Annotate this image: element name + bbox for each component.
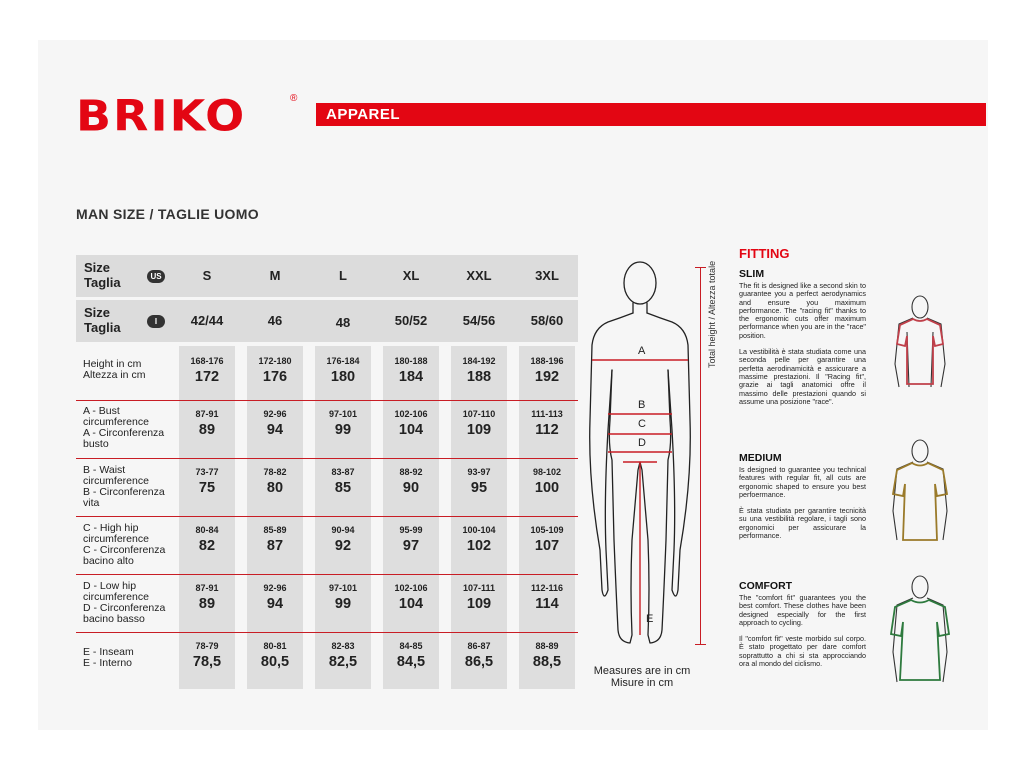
fit-medium-title: MEDIUM: [739, 452, 782, 464]
cell-value: 104: [398, 422, 424, 438]
briko-logo: BRIKO: [76, 91, 247, 141]
row-label: Height in cm Altezza in cm: [83, 358, 146, 381]
table-cell: [247, 583, 303, 613]
cell-range: 93-97: [467, 467, 491, 477]
label-a: A: [638, 345, 646, 357]
cell-range: 80-81: [263, 641, 287, 651]
table-cell: [519, 467, 575, 497]
label-d: D: [638, 437, 646, 449]
cell-value: 80,5: [260, 654, 290, 670]
total-height-cap-top: [695, 267, 706, 268]
fit-medium-text: Is designed to guarantee you technical features with regular fit, all cuts are ergonomic shaped to ensure you best perfoermance. È stata studiata per garantire tecnicità su una vestibilità regolare, i tagli sono ergonomici per assicurare la performance.: [739, 465, 866, 541]
cell-value: 99: [334, 596, 352, 612]
table-cell: [315, 583, 371, 613]
table-cell: [451, 583, 507, 613]
cell-value: 89: [198, 422, 216, 438]
cell-range: 78-79: [195, 641, 219, 651]
cell-value: 82: [198, 538, 216, 554]
cell-value: 104: [398, 596, 424, 612]
row-label: A - Bust circumference A - Circonferenza busto: [83, 405, 165, 450]
cell-value: 85: [334, 480, 352, 496]
comfort-shirt-icon: [885, 572, 955, 687]
column-3xl: [519, 346, 575, 689]
cell-range: 97-101: [328, 409, 358, 419]
label-b: B: [638, 399, 646, 411]
cell-range: 73-77: [195, 467, 219, 477]
cell-value: 184: [398, 369, 424, 385]
cell-value: 94: [266, 596, 284, 612]
table-cell: [179, 583, 235, 613]
cell-value: 84,5: [396, 654, 426, 670]
cell-value: 92: [334, 538, 352, 554]
table-cell: [179, 409, 235, 439]
row-divider: [76, 400, 578, 401]
cell-range: 107-111: [462, 583, 496, 593]
cell-range: 87-91: [195, 409, 219, 419]
cell-value: 86,5: [464, 654, 494, 670]
cell-range: 98-102: [532, 467, 562, 477]
row-label: E - Inseam E - Interno: [83, 646, 134, 669]
table-cell: [247, 356, 303, 386]
cell-range: 180-188: [394, 356, 428, 366]
size-xl: XL: [402, 268, 420, 283]
size-it-label: Size Taglia: [84, 305, 121, 335]
label-c: C: [638, 418, 646, 430]
cell-value: 94: [266, 422, 284, 438]
cell-value: 100: [534, 480, 560, 496]
cell-range: 112-116: [530, 583, 564, 593]
table-cell: [315, 467, 371, 497]
fit-comfort-text: The "comfort fit" guarantees you the best comfort. These clothes have been designed especially for the first approach to cycling. Il "comfort fit" veste morbido sul corpo. È stato progettato per dare comfort soprattutto a chi si sta approcciando ora al mondo del ciclismo.: [739, 593, 866, 669]
table-cell: [383, 356, 439, 386]
table-cell: [179, 356, 235, 386]
size-l: L: [339, 268, 347, 283]
registered-mark: ®: [290, 93, 298, 104]
cell-value: 78,5: [192, 654, 222, 670]
cell-range: 92-96: [263, 583, 287, 593]
cell-range: 105-109: [530, 525, 564, 535]
table-cell: [247, 409, 303, 439]
total-height-line: [700, 267, 701, 645]
cell-value: 89: [198, 596, 216, 612]
table-cell: [451, 356, 507, 386]
table-cell: [179, 641, 235, 671]
row-divider: [76, 516, 578, 517]
row-divider: [76, 458, 578, 459]
cell-range: 184-192: [462, 356, 496, 366]
cell-value: 97: [402, 538, 420, 554]
cell-value: 75: [198, 480, 216, 496]
cell-range: 102-106: [394, 409, 428, 419]
slim-shirt-icon: [885, 292, 955, 392]
cell-range: 97-101: [328, 583, 358, 593]
cell-value: 192: [534, 369, 560, 385]
cell-value: 80: [266, 480, 284, 496]
cell-range: 80-84: [195, 525, 219, 535]
fit-slim-title: SLIM: [739, 268, 765, 280]
table-cell: [519, 409, 575, 439]
total-height-cap-bottom: [695, 644, 706, 645]
column-l: [315, 346, 371, 689]
cell-range: 90-94: [331, 525, 355, 535]
table-cell: [451, 467, 507, 497]
table-cell: [179, 525, 235, 555]
size-s: S: [202, 268, 212, 283]
cell-range: 88-89: [535, 641, 559, 651]
table-cell: [315, 525, 371, 555]
size-it-s: 42/44: [190, 313, 224, 328]
cell-value: 176: [262, 369, 288, 385]
cell-value: 88,5: [532, 654, 562, 670]
table-cell: [451, 641, 507, 671]
measures-note: Measures are in cm Misure in cm: [593, 665, 691, 689]
cell-range: 168-176: [190, 356, 224, 366]
fit-comfort-title: COMFORT: [739, 580, 793, 592]
row-label: D - Low hip circumference D - Circonferenza bacino basso: [83, 580, 166, 625]
table-cell: [315, 409, 371, 439]
cell-value: 188: [466, 369, 492, 385]
column-xxl: [451, 346, 507, 689]
row-divider: [76, 632, 578, 633]
cell-range: 176-184: [326, 356, 360, 366]
table-cell: [383, 409, 439, 439]
cell-range: 87-91: [195, 583, 219, 593]
body-figure-icon: [580, 250, 700, 650]
table-cell: [519, 356, 575, 386]
cell-value: 95: [470, 480, 488, 496]
cell-range: 85-89: [263, 525, 287, 535]
table-cell: [451, 525, 507, 555]
fit-slim-text: The fit is designed like a second skin to guarantee you a perfect aerodynamics and ensure you maximum performance. The "racing fit" thanks to the ergonomic cuts offer maximum performance when you are in the "race" position. La vestibilità è stata studiata come una seconda pelle per garantire una perfetta aerodinamicità e assicurare a massime prestazioni. Il "Racing fit", grazie ai tagli anatomici offre il massimo delle prestazioni quando si assume una posizione "race".: [739, 281, 866, 406]
table-cell: [383, 583, 439, 613]
cell-range: 78-82: [263, 467, 287, 477]
column-xl: [383, 346, 439, 689]
row-label: C - High hip circumference C - Circonferenza bacino alto: [83, 522, 166, 567]
row-divider: [76, 574, 578, 575]
table-cell: [451, 409, 507, 439]
column-s: [179, 346, 235, 689]
table-cell: [247, 641, 303, 671]
cell-value: 87: [266, 538, 284, 554]
cell-range: 95-99: [399, 525, 423, 535]
cell-value: 107: [534, 538, 560, 554]
label-e: E: [646, 613, 654, 625]
row-label: B - Waist circumference B - Circonferenza vita: [83, 464, 165, 509]
size-it-xl: 50/52: [394, 313, 428, 328]
cell-value: 180: [330, 369, 356, 385]
cell-range: 88-92: [399, 467, 423, 477]
size-it-3xl: 58/60: [530, 313, 564, 328]
table-cell: [519, 525, 575, 555]
size-xxl: XXL: [466, 268, 492, 283]
table-cell: [383, 525, 439, 555]
cell-range: 172-180: [258, 356, 292, 366]
table-cell: [247, 467, 303, 497]
cell-range: 100-104: [462, 525, 496, 535]
table-cell: [315, 641, 371, 671]
cell-value: 99: [334, 422, 352, 438]
table-cell: [247, 525, 303, 555]
cell-range: 83-87: [331, 467, 355, 477]
table-cell: [519, 641, 575, 671]
fitting-title: FITTING: [739, 246, 790, 261]
cell-value: 172: [194, 369, 220, 385]
cell-value: 109: [466, 422, 492, 438]
cell-range: 102-106: [394, 583, 428, 593]
us-badge-icon: US: [147, 270, 165, 283]
size-m: M: [269, 268, 281, 283]
cell-range: 86-87: [467, 641, 491, 651]
it-badge-icon: I: [147, 315, 165, 328]
apparel-banner: [316, 103, 986, 126]
cell-value: 102: [466, 538, 492, 554]
size-it-l: 48: [335, 315, 351, 330]
cell-range: 84-85: [399, 641, 423, 651]
apparel-label: APPAREL: [326, 106, 401, 123]
cell-range: 82-83: [331, 641, 355, 651]
size-it-xxl: 54/56: [462, 313, 496, 328]
cell-value: 82,5: [328, 654, 358, 670]
cell-value: 90: [402, 480, 420, 496]
table-cell: [179, 467, 235, 497]
cell-value: 112: [535, 422, 559, 438]
page-title: MAN SIZE / TAGLIE UOMO: [76, 206, 259, 222]
cell-value: 114: [535, 596, 559, 612]
cell-value: 109: [466, 596, 492, 612]
medium-shirt-icon: [885, 436, 955, 546]
size-it-m: 46: [267, 313, 283, 328]
table-cell: [383, 641, 439, 671]
size-us-label: Size Taglia: [84, 260, 121, 290]
size-3xl: 3XL: [535, 268, 559, 283]
total-height-label: Total height / Altezza totale: [707, 260, 717, 368]
table-cell: [383, 467, 439, 497]
cell-range: 188-196: [530, 356, 564, 366]
cell-range: 92-96: [263, 409, 287, 419]
cell-range: 107-110: [462, 409, 496, 419]
table-cell: [315, 356, 371, 386]
column-m: [247, 346, 303, 689]
table-cell: [519, 583, 575, 613]
cell-range: 111-113: [531, 409, 563, 419]
